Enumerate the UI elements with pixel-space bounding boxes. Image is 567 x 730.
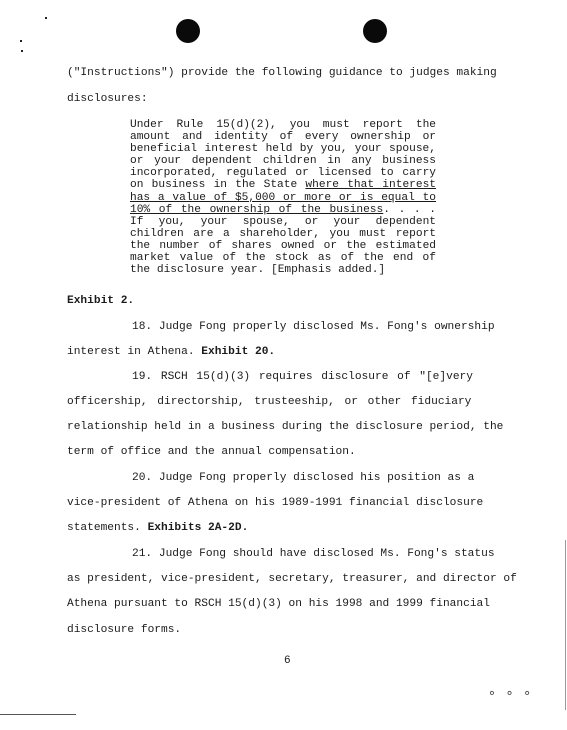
paragraph-20-line-1: 20. Judge Fong properly disclosed his position as a [132, 472, 475, 484]
paragraph-21-line-2: as president, vice-president, secretary, treasurer, and director of [67, 573, 517, 585]
paragraph-21-line-1: 21. Judge Fong should have disclosed Ms. Fong's status [132, 548, 495, 560]
intro-line-2: disclosures: [67, 93, 148, 105]
quote-text-start: Under Rule 15(d)(2), you must report the amount and identity of every ownership or beneficial interest held by you, your spouse, or your dependent children in any business incorporated, regulated or licensed to carry on business in the State [130, 119, 436, 192]
paragraph-18-text: interest in Athena. [67, 346, 202, 358]
scan-speck [45, 17, 47, 19]
paragraph-19-line-1: 19. RSCH 15(d)(3) requires disclosure of "[e]very [132, 371, 473, 383]
paragraph-18-line-1: 18. Judge Fong properly disclosed Ms. Fong's ownership [132, 321, 495, 333]
scan-speck [21, 50, 23, 52]
paragraph-21-line-3: Athena pursuant to RSCH 15(d)(3) on his 1998 and 1999 financial [67, 598, 490, 610]
paragraph-20-line-3 [67, 522, 248, 534]
footer-rule [0, 714, 76, 715]
paragraph-19-line-2: officership, directorship, trusteeship, or other fiduciary [67, 396, 472, 408]
bates-stamp: ∘ ∘ ∘ [488, 686, 533, 701]
block-quote [130, 119, 436, 276]
scan-speck [20, 40, 22, 42]
quote-text-end: . . . . If you, your spouse, or your dependent children are a shareholder, you must report the number of shares owned or the estimated market value of the stock as of the end of the disclosure year. [Emphasis added.] [130, 203, 436, 277]
punch-hole-right [363, 19, 387, 43]
exhibits-2a-2d-ref: Exhibits 2A-2D. [147, 522, 249, 534]
scan-edge-line [565, 540, 566, 710]
paragraph-20-text: statements. [67, 522, 148, 534]
paragraph-21-line-4: disclosure forms. [67, 624, 182, 636]
paragraph-19-line-4: term of office and the annual compensation. [67, 446, 356, 458]
paragraph-18-line-2 [67, 346, 275, 358]
exhibit-reference: Exhibit 2. [67, 295, 135, 307]
punch-hole-left [176, 19, 200, 43]
paragraph-20-line-2: vice-president of Athena on his 1989-1991 financial disclosure [67, 497, 484, 509]
intro-line-1: ("Instructions") provide the following guidance to judges making [67, 67, 497, 79]
exhibit-20-ref: Exhibit 20. [201, 346, 276, 358]
quote-underlined-text: where that interest has a value of $5,000 or more or is equal to 10% of the ownership of the business [130, 179, 437, 216]
page-number: 6 [284, 655, 291, 667]
paragraph-19-line-3: relationship held in a business during the disclosure period, the [67, 421, 504, 433]
